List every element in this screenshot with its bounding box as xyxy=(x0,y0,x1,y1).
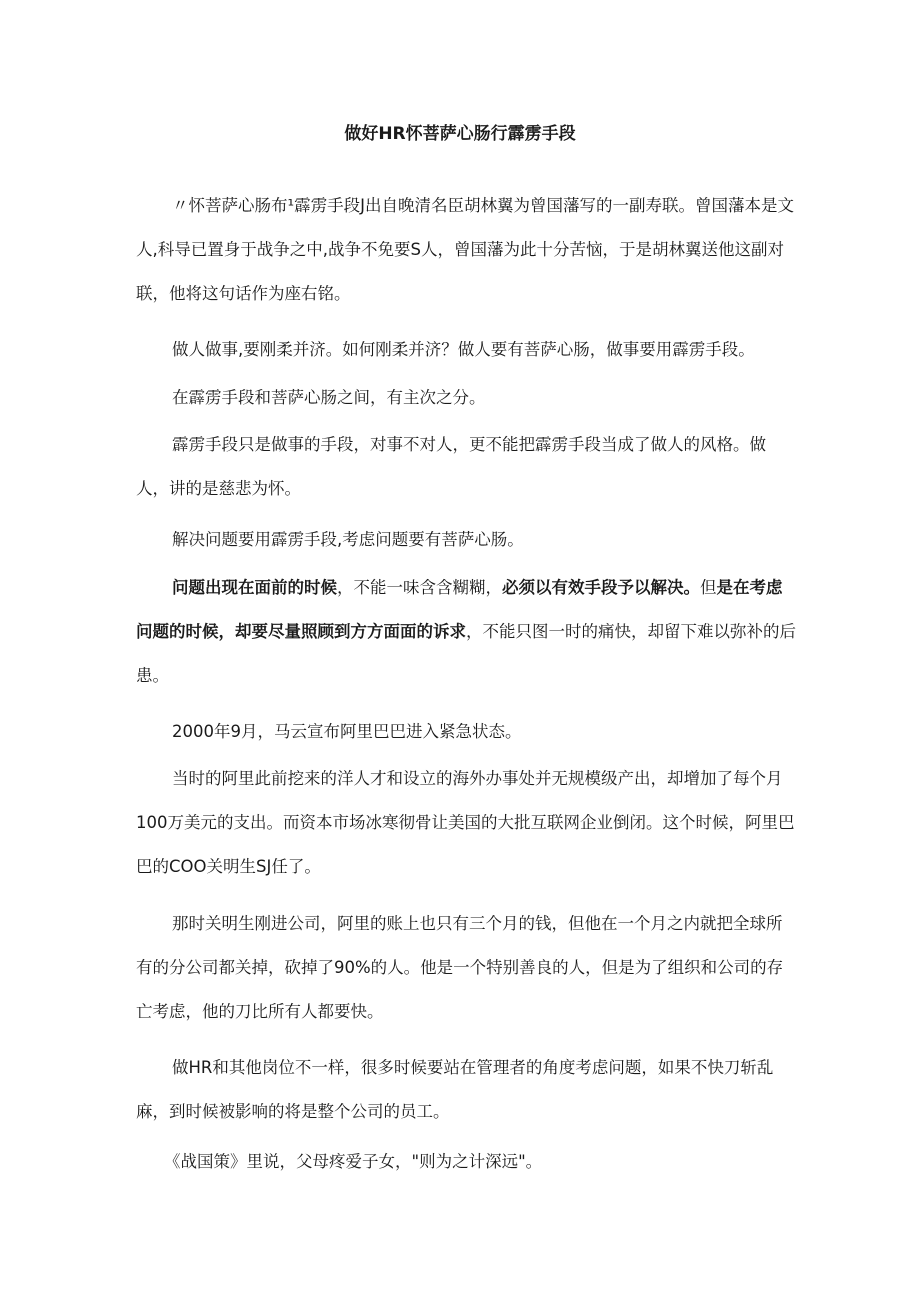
bold-phrase: 是在考虑问题的时候，却要尽量照顾到方方面面的诉求 xyxy=(136,578,783,641)
plain-phrase: ，不能一味含含糊糊， xyxy=(337,578,502,597)
paragraph-consider xyxy=(136,566,796,698)
plain-phrase: ，不能只图一时的痛快，却留下难以弥补的后患。 xyxy=(136,622,796,685)
paragraph-emergency: 2000年9月，马云宣布阿里巴巴进入紧急状态。 xyxy=(172,722,522,741)
paragraph-layoff: 那时关明生刚进公司，阿里的账上也只有三个月的钱，但他在一个月之内就把全球所有的分公司都关掉，砍掉了90%的人。他是一个特别善良的人，但是为了组织和公司的存亡考虑，他的刀比所有人都要快。 xyxy=(136,914,784,1021)
bold-phrase: 问题出现在面前的时候 xyxy=(172,578,337,597)
paragraph-balance: 做人做事,要刚柔并济。如何刚柔并济？做人要有菩萨心肠，做事要用霹雳手段。 xyxy=(172,340,755,359)
paragraph-solve: 解决问题要用霹雳手段,考虑问题要有菩萨心肠。 xyxy=(172,530,524,549)
paragraph-means: 霹雳手段只是做事的手段，对事不对人，更不能把霹雳手段当成了做人的风格。做人，讲的是慈悲为怀。 xyxy=(136,435,766,498)
paragraph-origin: 〃怀菩萨心肠布¹霹雳手段J出自晚清名臣胡林翼为曾国藩写的一副寿联。曾国藩本是文人,科导已置身于战争之中,战争不免要S人，曾国藩为此十分苦恼，于是胡林翼送他这副对联，他将这句话作为座右铭。 xyxy=(136,196,794,303)
paragraph-priority: 在霹雳手段和菩萨心肠之间，有主次之分。 xyxy=(172,388,486,407)
document-title: 做好HR怀菩萨心肠行霹雳手段 xyxy=(344,124,576,144)
paragraph-hr-role: 做HR和其他岗位不一样，很多时候要站在管理者的角度考虑问题，如果不快刀斩乱麻，到时候被影响的将是整个公司的员工。 xyxy=(136,1058,774,1121)
paragraph-quote: 《战国策》里说，父母疼爱子女，"则为之计深远"。 xyxy=(164,1152,543,1171)
plain-phrase: 但 xyxy=(700,578,717,597)
bold-phrase: 必须以有效手段予以解决。 xyxy=(502,578,700,597)
paragraph-overseas: 当时的阿里此前挖来的洋人才和设立的海外办事处并无规模级产出，却增加了每个月100万美元的支出。而资本市场冰寒彻骨让美国的大批互联网企业倒闭。这个时候，阿里巴巴的COO关明生SJ任了。 xyxy=(136,769,795,876)
